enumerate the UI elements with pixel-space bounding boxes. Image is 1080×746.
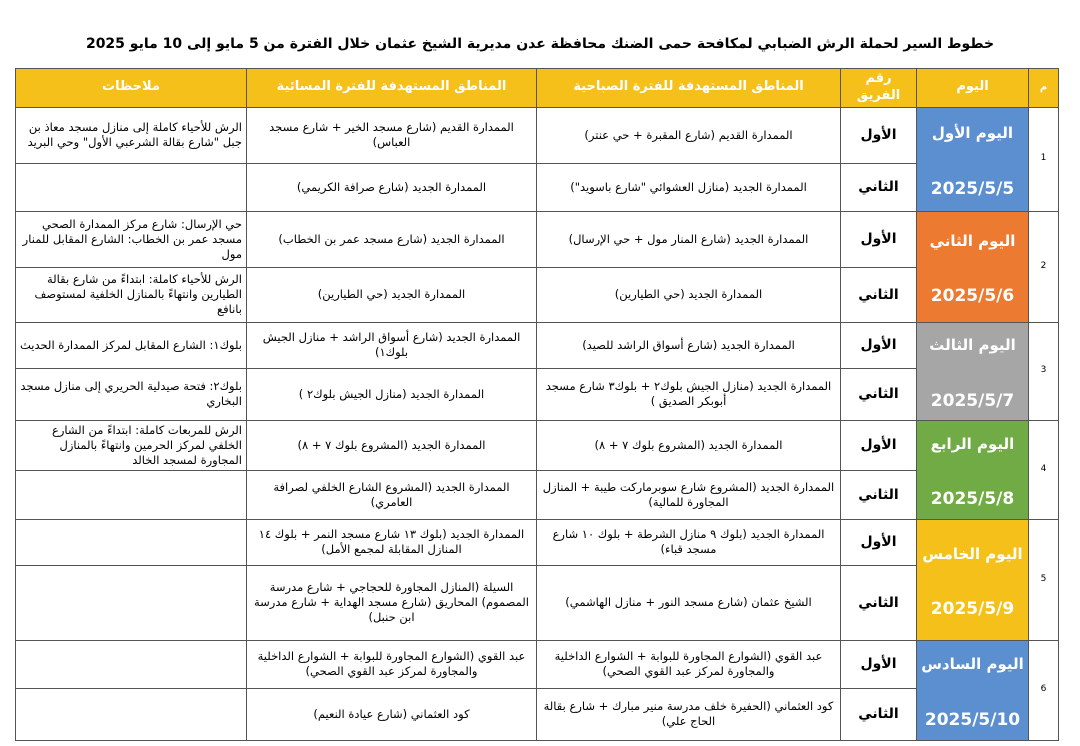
header-morning: المناطق المستهدفة للفترة الصباحية xyxy=(537,69,841,108)
header-team: رقم الفريق xyxy=(841,69,917,108)
day-name: اليوم الثاني xyxy=(929,231,1016,250)
team-number: الأول xyxy=(841,107,917,163)
team-number: الأول xyxy=(841,322,917,368)
morning-areas: كود العثماني (الحفيرة خلف مدرسة منير مبارك + شارع بقالة الحاج علي) xyxy=(537,688,841,740)
notes xyxy=(16,640,247,688)
notes xyxy=(16,565,247,640)
header-num: م xyxy=(1029,69,1059,108)
notes: بلوك٢: فتحة صيدلية الحريري إلى منازل مسجد البخاري xyxy=(16,368,247,420)
evening-areas: الممدارة القديم (شارع مسجد الخير + شارع مسجد العباس) xyxy=(247,107,537,163)
morning-areas: الممدارة الجديد (شارع المنار مول + حي الإرسال) xyxy=(537,211,841,267)
header-evening: المناطق المستهدفة للفترة المسائية xyxy=(247,69,537,108)
morning-areas: عبد القوي (الشوارع المجاورة للبوابة + الشوارع الداخلية والمجاورة لمركز عبد القوي الصحي) xyxy=(537,640,841,688)
morning-areas: الممدارة الجديد (المشروع شارع سوبرماركت طيبة + المنازل المجاورة للمالية) xyxy=(537,470,841,519)
team-number: الثاني xyxy=(841,368,917,420)
morning-areas: الممدارة الجديد (حي الطيارين) xyxy=(537,267,841,322)
table-row xyxy=(16,107,1059,163)
morning-areas: الشيخ عثمان (شارع مسجد النور + منازل الهاشمي) xyxy=(537,565,841,640)
header-day: اليوم xyxy=(917,69,1029,108)
evening-areas: الممدارة الجديد (شارع أسواق الراشد + منازل الجيش بلوك١) xyxy=(247,322,537,368)
table-row xyxy=(16,163,1059,211)
table-row xyxy=(16,267,1059,322)
morning-areas: الممدارة الجديد (شارع أسواق الراشد للصيد) xyxy=(537,322,841,368)
table-row xyxy=(16,470,1059,519)
row-number: 6 xyxy=(1029,640,1059,740)
header-row xyxy=(16,69,1059,108)
day-date: 2025/5/6 xyxy=(930,286,1015,307)
notes: الرش للأحياء كاملة إلى منازل مسجد معاذ بن جبل "شارع بقالة الشرعبي الأول" وحي البريد xyxy=(16,107,247,163)
team-number: الأول xyxy=(841,519,917,565)
table-body xyxy=(16,107,1059,740)
evening-areas: الممدارة الجديد (بلوك ١٣ شارع مسجد النمر + بلوك ١٤ المنازل المقابلة لمجمع الأمل) xyxy=(247,519,537,565)
table-row xyxy=(16,322,1059,368)
notes: بلوك١: الشارع المقابل لمركز الممدارة الحديث xyxy=(16,322,247,368)
evening-areas: عبد القوي (الشوارع المجاورة للبوابة + الشوارع الداخلية والمجاورة لمركز عبد القوي الصحي) xyxy=(247,640,537,688)
table-row xyxy=(16,640,1059,688)
team-number: الأول xyxy=(841,420,917,470)
team-number: الأول xyxy=(841,211,917,267)
table-row xyxy=(16,368,1059,420)
team-number: الثاني xyxy=(841,163,917,211)
evening-areas: كود العثماني (شارع عيادة النعيم) xyxy=(247,688,537,740)
notes xyxy=(16,163,247,211)
table-row xyxy=(16,688,1059,740)
day-date: 2025/5/7 xyxy=(930,390,1015,411)
evening-areas: السيلة (المنازل المجاورة للحجاجي + شارع مدرسة المصموم) المحاريق (شارع مسجد الهداية + شارع مدرسة ابن حنبل) xyxy=(247,565,537,640)
day-name: اليوم الأول xyxy=(931,124,1014,143)
row-number: 1 xyxy=(1029,107,1059,211)
row-number: 4 xyxy=(1029,420,1059,519)
day-date: 2025/5/8 xyxy=(930,489,1015,510)
evening-areas: الممدارة الجديد (شارع صرافة الكريمي) xyxy=(247,163,537,211)
notes xyxy=(16,470,247,519)
evening-areas: الممدارة الجديد (المشروع الشارع الخلفي لصرافة العامري) xyxy=(247,470,537,519)
notes: حي الإرسال: شارع مركز الممدارة الصحي مسجد عمر بن الخطاب: الشارع المقابل للمنار مول xyxy=(16,211,247,267)
morning-areas: الممدارة الجديد (المشروع بلوك ٧ + ٨) xyxy=(537,420,841,470)
row-number: 5 xyxy=(1029,519,1059,640)
day-name: اليوم الرابع xyxy=(930,434,1015,453)
day-cell xyxy=(917,322,1029,420)
morning-areas: الممدارة الجديد (منازل العشوائي "شارع باسويد") xyxy=(537,163,841,211)
evening-areas: الممدارة الجديد (المشروع بلوك ٧ + ٨) xyxy=(247,420,537,470)
schedule-table xyxy=(15,68,1059,741)
table-row xyxy=(16,565,1059,640)
evening-areas: الممدارة الجديد (شارع مسجد عمر بن الخطاب) xyxy=(247,211,537,267)
day-date: 2025/5/5 xyxy=(930,178,1015,199)
day-cell xyxy=(917,107,1029,211)
table-row xyxy=(16,211,1059,267)
table-row xyxy=(16,420,1059,470)
day-cell xyxy=(917,420,1029,519)
day-cell xyxy=(917,211,1029,322)
day-cell xyxy=(917,640,1029,740)
row-number: 3 xyxy=(1029,322,1059,420)
team-number: الثاني xyxy=(841,688,917,740)
morning-areas: الممدارة القديم (شارع المقبرة + حي عنتر) xyxy=(537,107,841,163)
team-number: الثاني xyxy=(841,267,917,322)
day-name: اليوم الثالث xyxy=(929,336,1016,355)
row-number: 2 xyxy=(1029,211,1059,322)
morning-areas: الممدارة الجديد (منازل الجيش بلوك٢ + بلوك٣ شارع مسجد أبوبكر الصديق ) xyxy=(537,368,841,420)
day-date: 2025/5/9 xyxy=(930,599,1015,620)
notes: الرش للأحياء كاملة: ابتداءً من شارع بقالة الطيارين وانتهاءً بالمنازل الخلفية لمستوصف بانافع xyxy=(16,267,247,322)
day-name: اليوم السادس xyxy=(921,655,1024,674)
team-number: الثاني xyxy=(841,470,917,519)
evening-areas: الممدارة الجديد (منازل الجيش بلوك٢ ) xyxy=(247,368,537,420)
day-name: اليوم الخامس xyxy=(922,544,1023,563)
notes xyxy=(16,519,247,565)
table-row xyxy=(16,519,1059,565)
notes: الرش للمربعات كاملة: ابتداءً من الشارع الخلفي لمركز الحرمين وانتهاءً بالمنازل المجاورة لمسجد الخالد xyxy=(16,420,247,470)
team-number: الثاني xyxy=(841,565,917,640)
day-cell xyxy=(917,519,1029,640)
team-number: الأول xyxy=(841,640,917,688)
page-title: خطوط السير لحملة الرش الضبابي لمكافحة حمى الضنك محافظة عدن مديرية الشيخ عثمان خلال الفترة من 5 مايو إلى 10 مايو 2025 xyxy=(85,36,995,52)
header-notes: ملاحظات xyxy=(16,69,247,108)
evening-areas: الممدارة الجديد (حي الطيارين) xyxy=(247,267,537,322)
day-date: 2025/5/10 xyxy=(924,709,1021,730)
notes xyxy=(16,688,247,740)
morning-areas: الممدارة الجديد (بلوك ٩ منازل الشرطة + بلوك ١٠ شارع مسجد قباء) xyxy=(537,519,841,565)
